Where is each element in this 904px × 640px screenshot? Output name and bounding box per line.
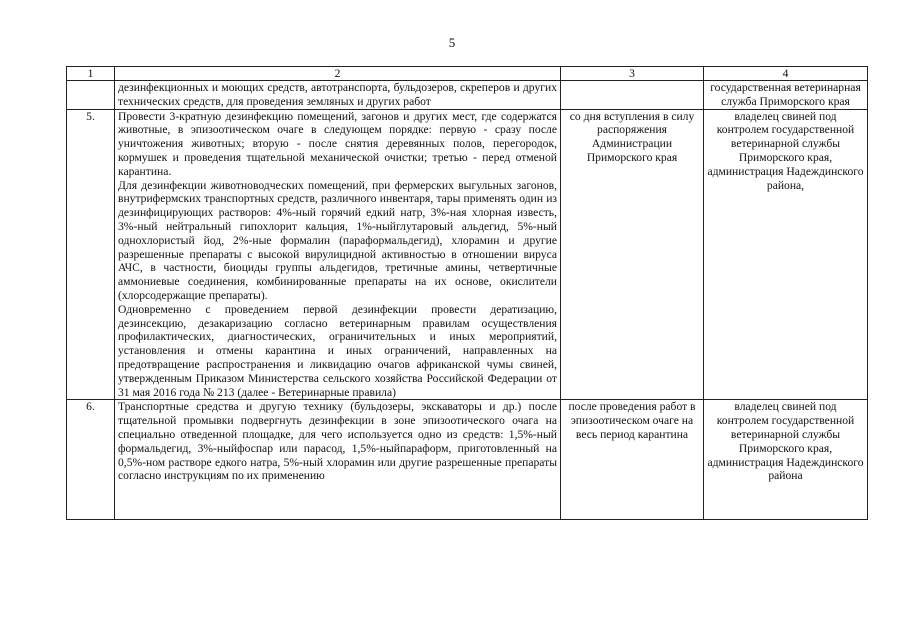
description-paragraph-2: Для дезинфекции животноводческих помещений, при фермерских выгульных загонов, внутрифермских транспортных средств, различного инвентаря, тары применять один из дезинфицирующих растворов: 4%-ный горячий едкий натр, 3%-ная хлорная известь, 3%-ный нейтральный гипохлорит кальция, 1%-ныйглутаровый альдегид, 5%-ный однохлористый йод, 2%-ные формалин (параформальдегид), хлорамин и другие разрешенные препараты с высокой вирулицидной активностью в отношении вируса АЧС, в частности, биоциды группы альдегидов, третичные амины, четвертичные аммониевые соединения, комбинированные препараты на их основе, окислители (хлорсодержащие препараты). <box>118 178 557 302</box>
measure-deadline: со дня вступления в силу распоряжения Администрации Приморского края <box>561 109 704 400</box>
measure-description <box>115 109 561 400</box>
column-header-4: 4 <box>704 67 868 81</box>
measures-table <box>66 66 868 520</box>
measure-responsible: владелец свиней под контролем государственной ветеринарной службы Приморского края, администрация Надеждинского района, <box>704 109 868 400</box>
table-row-5 <box>67 109 868 400</box>
page-number: 5 <box>448 35 456 50</box>
column-header-3: 3 <box>561 67 704 81</box>
description-paragraph-3: Одновременно с проведением первой дезинфекции провести дератизацию, дезинсекцию, дезакаризацию согласно ветеринарным правилам осуществления профилактических, диагностических, ограничительных и иных мероприятий, установления и отмены карантина и иных ограничений, направленных на предотвращение распространения и ликвидацию очагов африканской чумы свиней, утвержденным Приказом Министерства сельского хозяйства Российской Федерации от 31 мая 2016 года № 213 (далее - Ветеринарные правила) <box>118 302 557 399</box>
row-number: 6. <box>67 400 115 520</box>
description-text: Транспортные средства и другую технику (бульдозеры, экскаваторы и др.) после тщательной промывки подвергнуть дезинфекции в зоне эпизоотического очага на специально отведенной площадке, для чего используется одно из средств: 1,5%-ный формальдегид, 3%-ныйфоспар или парасод, 1,5%-ныйпараформ, приготовленный на 0,5%-ном растворе едкого натра, 5%-ный хлорамин или другие разрешенные препараты согласно инструкциям по их применению <box>118 400 557 483</box>
description-paragraph-1: Провести 3-кратную дезинфекцию помещений, загонов и других мест, где содержатся животные, в эпизоотическом очаге в следующем порядке: первую - сразу после уничтожения животных; вторую - после снятия деревянных полов, перегородок, кормушек и проведения тщательной механической очистки; третью - перед отменой карантина. <box>118 109 557 178</box>
row-number: 5. <box>67 109 115 400</box>
measure-deadline: после проведения работ в эпизоотическом очаге на весь период карантина <box>561 400 704 520</box>
table-row-continuation <box>67 81 868 110</box>
measure-responsible: государственная ветеринарная служба Приморского края <box>704 81 868 110</box>
measure-description <box>115 400 561 520</box>
column-header-2: 2 <box>115 67 561 81</box>
table-row-6 <box>67 400 868 520</box>
measure-responsible: владелец свиней под контролем государственной ветеринарной службы Приморского края, администрация Надеждинского района <box>704 400 868 520</box>
description-text: дезинфекционных и моющих средств, автотранспорта, бульдозеров, скреперов и других технических средств, для проведения земляных и других работ <box>118 81 557 108</box>
column-header-1: 1 <box>67 67 115 81</box>
table-header-row <box>67 67 868 81</box>
measure-deadline <box>561 81 704 110</box>
measure-description <box>115 81 561 110</box>
row-number <box>67 81 115 110</box>
